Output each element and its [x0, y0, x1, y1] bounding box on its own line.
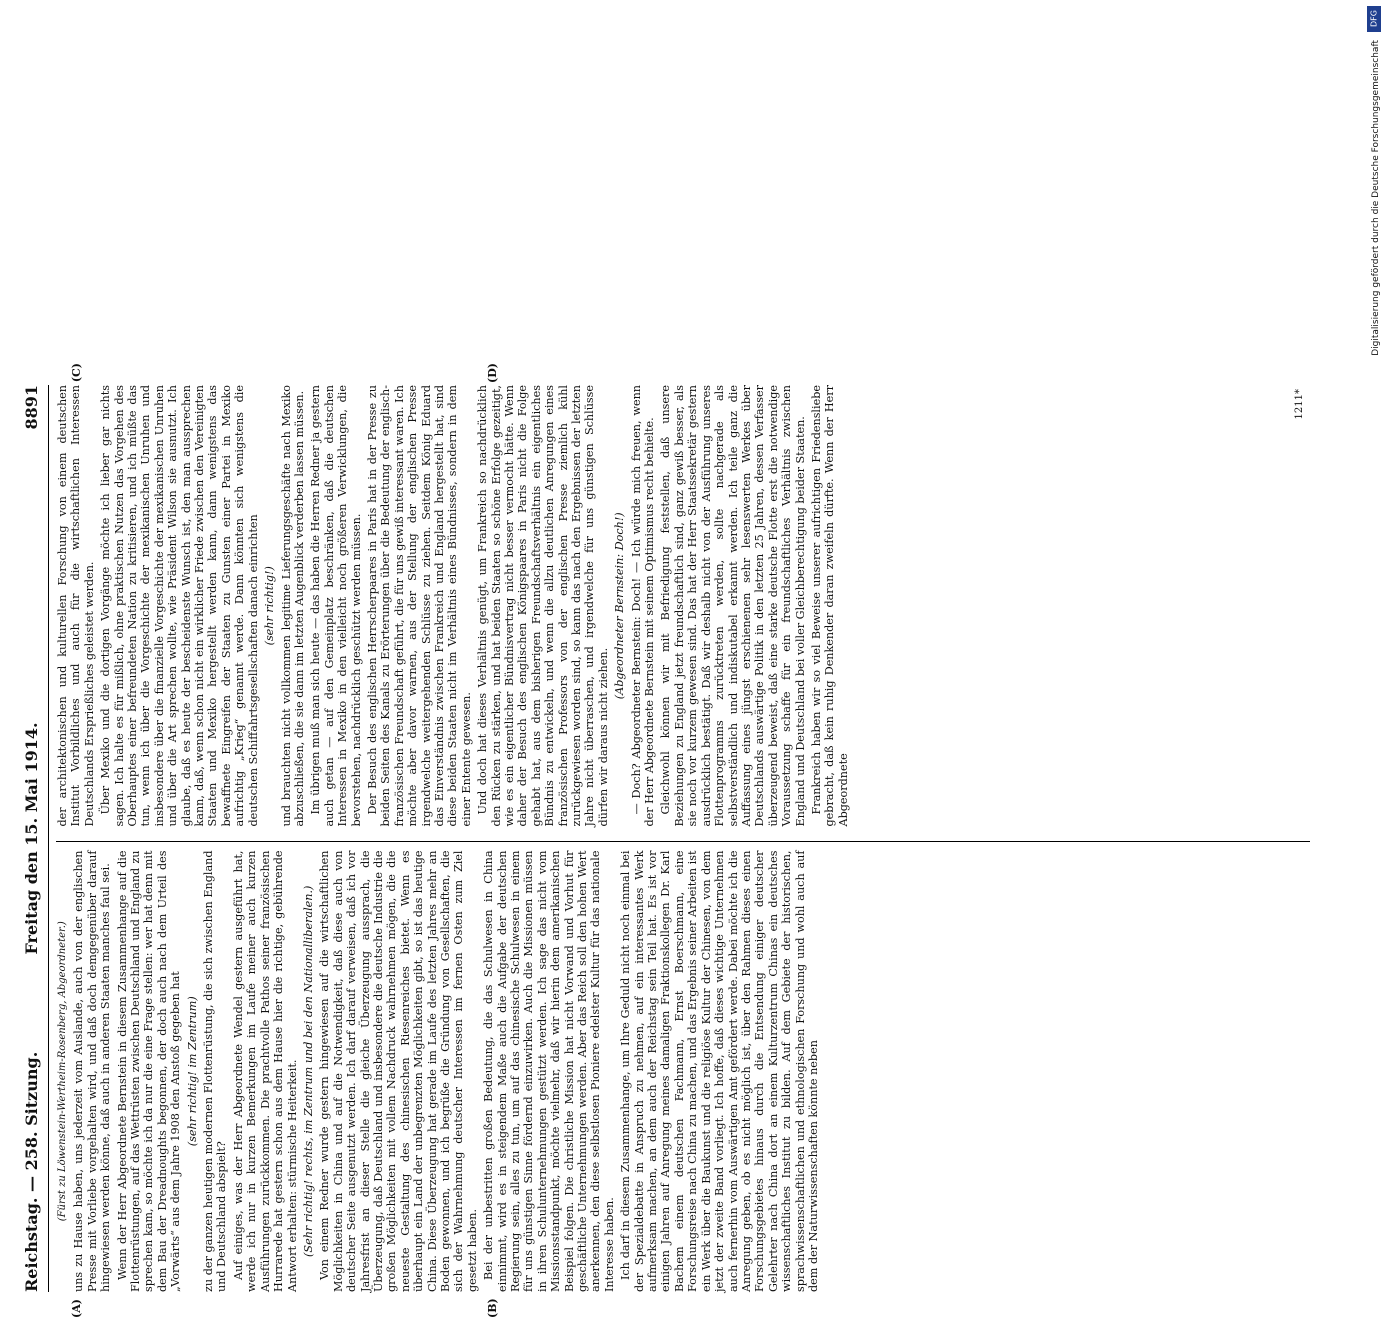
paragraph: und brauchten nicht vollkommen legitime Lieferungsgeschäfte nach Mexiko abzuschließen, die sie dann im letzten Augenblick verderben lassen müssen.	[279, 385, 306, 827]
header-rule	[48, 385, 49, 1292]
page-number: 8891	[22, 385, 41, 430]
left-column	[56, 850, 1310, 1318]
paragraph: Von einem Redner wurde gestern hingewiesen auf die wirtschaftlichen Möglichkeiten in China und auf die Notwendigkeit, daß diese auch von deutscher Seite ausgenutzt werden. Ich darf darauf verweisen, daß ich vor Jahresfrist an dieser Stelle die gleiche Überzeugung aussprach, die Überzeugung, daß Deutschland und insbesondere die deutsche Industrie die großen Möglichkeiten mit vollem Nachdruck wahrnehmen mögen, die die neueste Gestaltung des chinesischen Riesenreiches bietet. Wenn es überhaupt ein Land der unbegrenzten Möglichkeiten gibt, so ist das heutige China. Diese Überzeugung hat gerade im Laufe des letzten Jahres mehr an Boden gewonnen, und ich begrüße die Gründung von Gesellschaften, die sich der Wahrnehmung deutscher Interessen im fernen Osten zum Ziel gesetzt haben.	[318, 850, 479, 1292]
right-column	[56, 363, 1310, 827]
paragraph: Auf einiges, was der Herr Abgeordnete Wendel gestern ausgeführt hat, werde ich nur in kurzen Bemerkungen im Laufe meiner auch kurzen Ausführungen zurückkommen. Die prachtvolle Pathos seiner französischen Hurrarede hat gestern schon aus dem Hause hier die richtige, gebührende Antwort erhalten: stürmische Heiterkeit.	[231, 850, 299, 1292]
paragraph: Über Mexiko und die dortigen Vorgänge möchte ich lieber gar nichts sagen. Ich halte es für mißlich, ohne praktischen Nutzen das Vorgehen des Oberhauptes einer befreundeten Nation zu kritisieren, und ich müßte das tun, wenn ich über die Vorgeschichte der mexikanischen Unruhen und insbesondere über die finanzielle Vorgeschichte der mexikanischen Unruhen und über die Art sprechen wollte, wie Präsident Wilson sie ausnutzt. Ich glaube, daß es heute der bescheidenste Wunsch ist, den man aussprechen kann, daß, wenn schon nicht ein wirklicher Friede zwischen den Vereinigten Staaten und Mexiko hergestellt werden kann, dann wenigstens das bewaffnete Eingreifen der Staaten zu Gunsten einer Partei in Mexiko aufrichtig „Krieg“ genannt werde. Dann könnten sich wenigstens die deutschen Schiffahrtsgesellschaften danach einrichten	[99, 385, 260, 827]
speaker-running-head: (Fürst zu Löwenstein-Wertheim-Rosenberg, Abgeordneter.)	[57, 921, 68, 1222]
paragraph: Der Besuch des englischen Herrscherpaares in Paris hat in der Presse zu beiden Seiten des Kanals zu Erörterungen über die Bedeutung der englisch-französischen Freundschaft geführt, die für uns gewiß interessant waren. Ich möchte aber davor warnen, aus der Stellung der englischen Presse irgendwelche weitergehenden Schlüsse zu ziehen. Seitdem König Eduard das Einverständnis zwischen Frankreich und England hergestellt hat, sind diese beiden Staaten nicht im Verhältnis eines Bündnisses, sondern in dem einer Entente gewesen.	[365, 385, 473, 827]
paragraph: — Doch? Abgeordneter Bernstein: Doch! — Ich würde mich freuen, wenn der Herr Abgeordnete Bernstein mit seinem Optimismus recht behielte.	[629, 385, 657, 827]
header-date: Freitag den 15. Mai 1914.	[22, 722, 41, 955]
paragraph: Wenn der Herr Abgeordnete Bernstein in diesem Zusammenhange auf die Flottenrüstungen, auf das Wettrüsten zwischen Deutschland und England zu sprechen kam, so möchte ich da nur die eine Frage stellen: wer hat denn mit dem Bau der Dreadnoughts begonnen, der doch auch nach dem Urteil des „Vorwärts“ aus dem Jahre 1908 den Anstoß gegeben hat	[115, 850, 183, 1292]
margin-marker-c: (C)	[70, 363, 83, 383]
interjection: (Sehr richtig! rechts, im Zentrum und bei den Nationalliberalen.)	[301, 885, 315, 1257]
header-session: Reichstag. — 258. Sitzung.	[22, 1051, 41, 1292]
paragraph: zu der ganzen heutigen modernen Flottenrüstung, die sich zwischen England und Deutschland abspielt?	[202, 850, 229, 1292]
margin-marker-d: (D)	[486, 363, 499, 383]
paragraph: Und doch hat dieses Verhältnis genügt, um Frankreich so nachdrücklich den Rücken zu stärken, und hat beiden Staaten so schöne Erfolge gezeitigt, wie es ein eigentlicher Bündnisvertrag nicht besser vermocht hätte. Wenn daher der Besuch des englischen Königspaares in Paris nicht die Folge gehabt hat, aus dem bisherigen Freundschaftsverhältnis ein eigentliches Bündnis zu entwickeln, und wenn die allzu deutlichen Anregungen eines französischen Professors von der englischen Presse ziemlich kühl zurückgewiesen worden sind, so kann das nach den Ergebnissen der letzten Jahre nicht überraschen, und irgendwelche für uns günstigen Schlüsse dürfen wir daraus nicht ziehen.	[476, 385, 610, 827]
dfg-logo	[1367, 6, 1381, 32]
page-header	[22, 385, 46, 1292]
margin-marker-a: (A)	[70, 1299, 83, 1318]
scanned-page	[0, 355, 1330, 1330]
paragraph: Im übrigen muß man sich heute — das haben die Herren Redner ja gestern auch getan — auf den Gemeinplatz beschränken, daß die deutschen Interessen in Mexiko in den vielleicht noch größeren Verwicklungen, die bevorstehen, nachdrücklich geschützt werden müssen.	[309, 385, 363, 827]
interjection: (sehr richtig! im Zentrum)	[185, 996, 199, 1147]
margin-marker-b: (B)	[486, 1298, 499, 1318]
paragraph: uns zu Hause haben, uns jederzeit vom Auslande, auch von der englischen Presse mit Vorliebe vorgehalten wird, und daß doch demgegenüber darauf hingewiesen werden könne, daß auch in anderen Staaten manches faul sei.	[72, 850, 113, 1292]
paragraph: Bei der unbestritten großen Bedeutung, die das Schulwesen in China einnimmt, wird es in steigendem Maße auch die Aufgabe der deutschen Regierung sein, alles zu tun, um auf das chinesische Schulwesen in einem für uns günstigen Sinne fördernd einzuwirken. Auch die Missionen müssen in ihren Schulunternehmungen gestützt werden. Ich sage das nicht vom Missionsstandpunkt, möchte vielmehr, daß wir hierin dem amerikanischen Beispiel folgen. Die christliche Mission hat nicht Vorwand und Vorhut für geschäftliche Unternehmungen werden. Aber das Reich soll den hohen Wert anerkennen, den diese selbstlosen Pioniere edelster Kultur für das nationale Interesse haben.	[482, 850, 616, 1292]
right-margin-strip	[1363, 0, 1383, 1000]
paragraph: der architektonischen und kulturellen Forschung von einem deutschen Institut Vorbildliches und auch für die wirtschaftlichen Interessen Deutschlands Ersprießliches geleistet werden.	[56, 385, 96, 827]
dfg-logo-text: DFG	[1369, 10, 1379, 28]
paragraph: Ich darf in diesem Zusammenhange, um Ihre Geduld nicht noch einmal bei der Spezialdebatte in Anspruch zu nehmen, auf ein interessantes Werk aufmerksam machen, an dem auch der Reichstag sein Teil hat. Es ist vor einigen Jahren auf Anregung meines damaligen Fraktionskollegen Dr. Karl Bachem einem deutschen Fachmann, Ernst Boerschmann, eine Forschungsreise nach China zu machen, und das Ergebnis seiner Arbeiten ist ein Werk über die Baukunst und die religiöse Kultur der Chinesen, von dem jetzt der zweite Band vorliegt. Ich hoffe, daß dieses wichtige Unternehmen auch fernerhin vom Auswärtigen Amt gefördert werde. Dabei möchte ich die Anregung geben, ob es nicht möglich ist, über den Rahmen dieses einen Forschungsgebietes hinaus durch die Entsendung einiger deutscher Gelehrter nach China dort an einem Kulturzentrum Chinas ein deutsches wissenschaftliches Institut zu bilden. Auf dem Gebiete der historischen, sprachwissenschaftlichen und ethnologischen Forschung und wohl auch auf dem der Naturwissenschaften könnte neben	[619, 850, 820, 1292]
interjection: (sehr richtig!)	[263, 566, 277, 646]
paragraph: Frankreich haben wir so viel Beweise unserer aufrichtigen Friedensliebe gebracht, daß kein ruhig Denkender daran zweifeln dürfte. Wenn der Herr Abgeordnete	[809, 385, 850, 827]
interjection: (Abgeordneter Bernstein: Doch!)	[613, 512, 627, 700]
column-divider	[56, 842, 1310, 843]
signature-mark: 1211*	[1293, 389, 1305, 420]
paragraph: Gleichwohl können wir mit Befriedigung feststellen, daß unsere Beziehungen zu England jetzt freundschaftlich sind, ganz gewiß besser, als sie noch vor kurzem gewesen sind. Das hat der Herr Staatssekretär gestern ausdrücklich bestätigt. Daß wir deshalb nicht von der Ausführung unseres Flottenprogramms zurücktreten werden, sollte nachgerade als selbstverständlich und indiskutabel erkannt werden. Ich teile ganz die Auffassung eines jüngst erschienenen sehr lesenswerten Werkes über Deutschlands auswärtige Politik in den letzten 25 Jahren, dessen Verfasser überzeugend beweist, daß eine starke deutsche Flotte erst die notwendige Voraussetzung schaffe für ein freundschaftliches Verhältnis zwischen England und Deutschland bei voller Gleichberechtigung beider Staaten.	[659, 385, 807, 827]
dfg-funding-label: Digitalisierung gefördert durch die Deutsche Forschungsgemeinschaft	[1371, 40, 1381, 356]
text-columns	[56, 363, 1310, 1318]
